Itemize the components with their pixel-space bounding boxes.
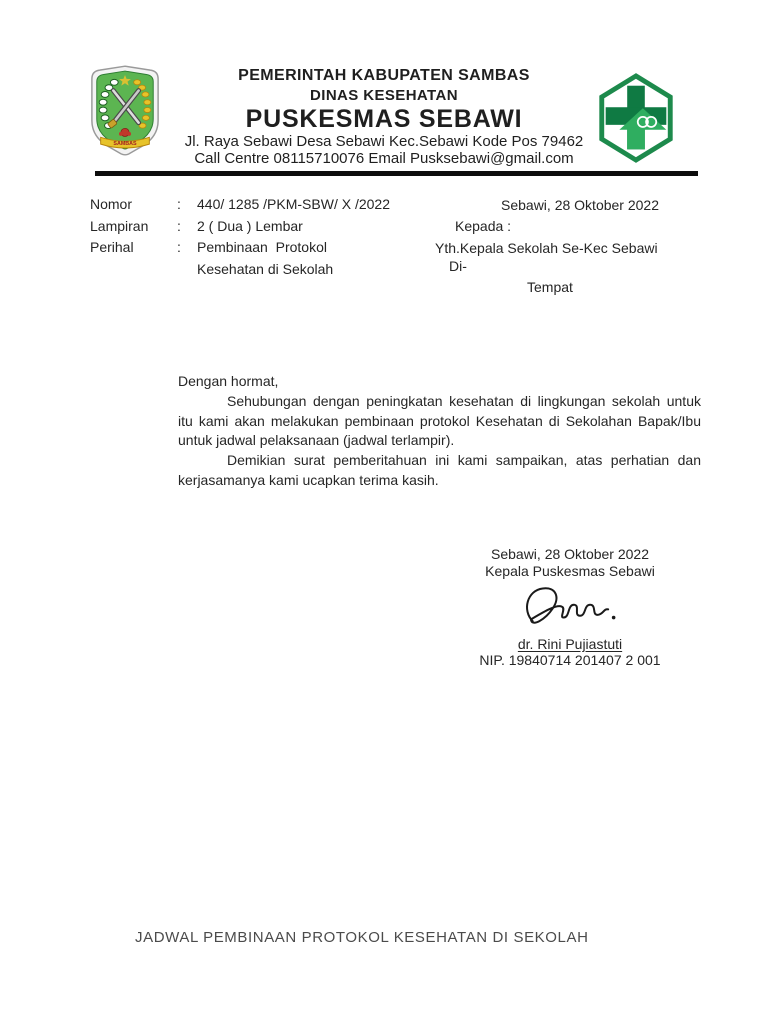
government-name: PEMERINTAH KABUPATEN SAMBAS <box>238 67 530 84</box>
body-paragraph-1: Sehubungan dengan peningkatan kesehatan di lingkungan sekolah untuk itu kami akan melakukan pembinaan protokol Kesehatan di Sekolahan Bapak/Ibu untuk jadwal pelaksanaan (jadwal terlampir). <box>178 392 701 449</box>
attachment-title: JADWAL PEMBINAAN PROTOKOL KESEHATAN DI SEKOLAH <box>135 929 589 946</box>
body-paragraph-2: Demikian surat pemberitahuan ini kami sampaikan, atas perhatian dan kerjasamanya kami ucapkan terima kasih. <box>178 452 701 488</box>
meta-colon: : <box>177 217 181 234</box>
meta-colon <box>177 261 197 283</box>
meta-value-nomor: 440/ 1285 /PKM-SBW/ X /2022 <box>197 196 390 212</box>
recipient-di: Di- <box>449 258 467 274</box>
office-address: Jl. Raya Sebawi Desa Sebawi Kec.Sebawi Kode Pos 79462 <box>184 133 584 150</box>
meta-value-lampiran: 2 ( Dua ) Lembar <box>197 217 303 234</box>
handwritten-signature <box>515 583 625 633</box>
letterhead <box>159 66 609 167</box>
signer-nip: NIP. 19840714 201407 2 001 <box>479 652 661 668</box>
letter-meta <box>90 196 537 282</box>
office-contact: Call Centre 08115710076 Email Pusksebawi@gmail.com <box>194 150 574 167</box>
recipient-name: Yth.Kepala Sekolah Se-Kec Sebawi <box>435 240 658 256</box>
signature-place-date: Sebawi, 28 Oktober 2022 <box>491 546 649 562</box>
svg-text:SAMBAS: SAMBAS <box>113 141 137 148</box>
puskesmas-logo-icon <box>596 73 676 163</box>
recipient-tempat: Tempat <box>527 279 573 295</box>
signer-title: Kepala Puskesmas Sebawi <box>485 563 655 579</box>
recipient-kepada: Kepada : <box>455 218 512 234</box>
letter-body <box>178 372 701 491</box>
department-name: DINAS KESEHATAN <box>310 87 458 104</box>
meta-value-perihal-2: Kesehatan di Sekolah <box>197 260 334 277</box>
meta-colon: : <box>177 239 181 255</box>
salutation: Dengan hormat, <box>178 373 279 389</box>
signer-name: dr. Rini Pujiastuti <box>517 636 623 652</box>
letter-date: Sebawi, 28 Oktober 2022 <box>501 197 659 213</box>
letterhead-divider <box>95 171 698 176</box>
meta-colon: : <box>177 196 181 212</box>
signature-block <box>452 546 688 668</box>
office-name: PUSKESMAS SEBAWI <box>245 105 523 133</box>
sambas-regency-crest-icon <box>88 64 162 158</box>
meta-label: Nomor <box>90 196 133 212</box>
meta-label <box>90 261 177 283</box>
meta-value-perihal: Pembinaan Protokol <box>197 239 327 255</box>
meta-label: Perihal <box>90 239 134 255</box>
meta-label: Lampiran <box>90 217 149 234</box>
